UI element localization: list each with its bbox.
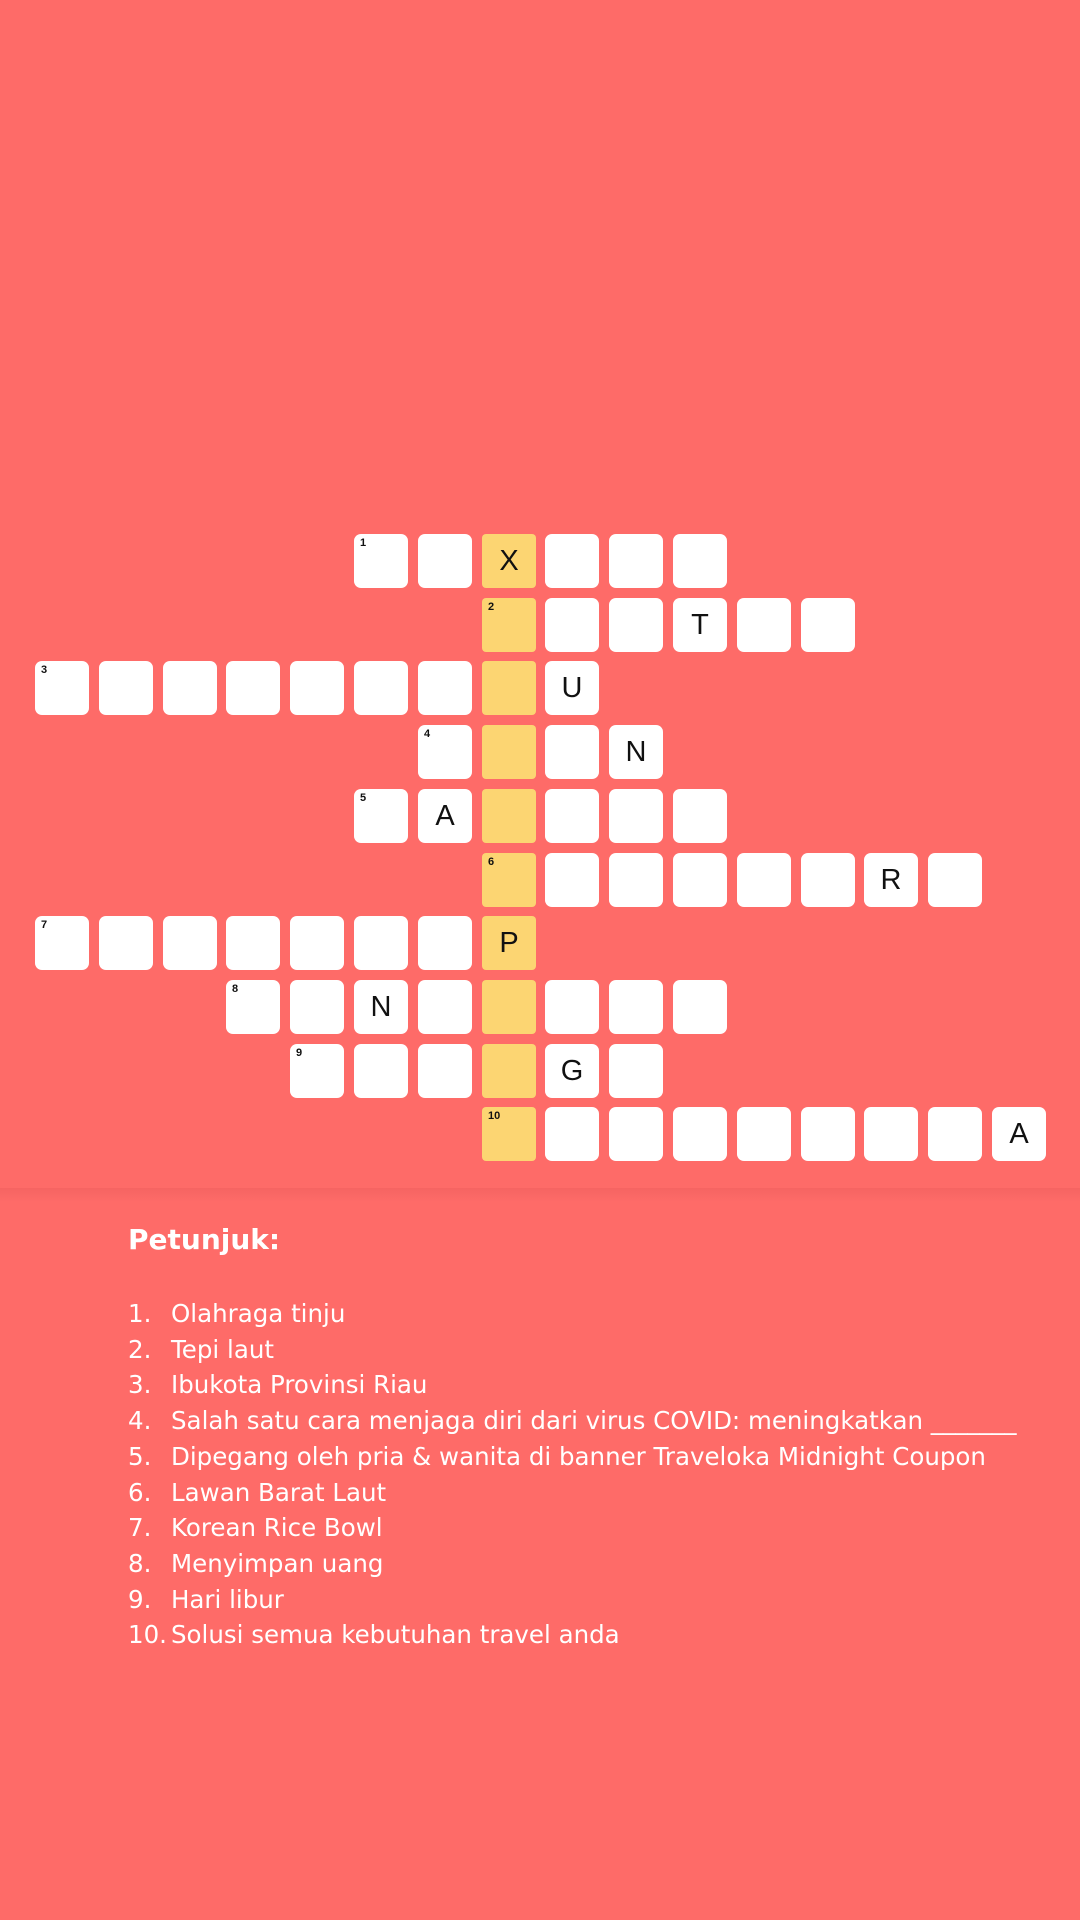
crossword-cell[interactable] (226, 916, 280, 970)
crossword-cell[interactable] (673, 853, 727, 907)
crossword-cell[interactable] (545, 789, 599, 843)
clue-item (128, 1475, 1028, 1511)
crossword-cell[interactable] (928, 853, 982, 907)
clue-number-label: 9 (296, 1047, 303, 1059)
crossword-cell[interactable] (290, 661, 344, 715)
crossword-cell[interactable] (35, 916, 89, 970)
clue-number-label: 10 (488, 1110, 501, 1122)
crossword-cell[interactable] (418, 789, 472, 843)
crossword-cell[interactable] (609, 980, 663, 1034)
crossword-cell[interactable] (737, 598, 791, 652)
crossword-cell[interactable] (354, 980, 408, 1034)
crossword-cell[interactable] (163, 916, 217, 970)
crossword-cell[interactable] (545, 1107, 599, 1161)
clue-number: 1. (128, 1299, 152, 1328)
crossword-cell[interactable] (354, 789, 408, 843)
clue-text: Lawan Barat Laut (171, 1477, 387, 1507)
crossword-cell[interactable] (609, 1044, 663, 1098)
crossword-cell[interactable] (864, 853, 918, 907)
crossword-cell[interactable] (673, 789, 727, 843)
clue-text: Ibukota Provinsi Riau (171, 1370, 428, 1400)
clue-item (128, 1439, 1028, 1475)
clues-title: Petunjuk: (128, 1223, 281, 1256)
clue-number: 6. (128, 1477, 152, 1507)
clue-number-label: 8 (232, 983, 239, 995)
clue-item (128, 1403, 1028, 1439)
clue-text: Dipegang oleh pria & wanita di banner Traveloka Midnight Coupon (171, 1441, 986, 1471)
clue-item (128, 1582, 1028, 1618)
clue-item (128, 1296, 1028, 1332)
crossword-cell[interactable] (418, 534, 472, 588)
key-cell[interactable] (482, 1107, 536, 1161)
clue-number-label: 4 (424, 728, 431, 740)
key-cell[interactable] (482, 916, 536, 970)
crossword-cell[interactable] (545, 1044, 599, 1098)
cell-letter: N (370, 991, 392, 1023)
clue-number-label: 3 (41, 664, 48, 676)
cell-letter: R (880, 864, 902, 896)
clue-item (128, 1367, 1028, 1403)
section-divider (0, 1188, 1080, 1202)
clue-item (128, 1332, 1028, 1368)
cell-letter: X (499, 545, 519, 577)
clue-list (128, 1296, 1028, 1653)
crossword-cell[interactable] (609, 789, 663, 843)
clue-number-label: 5 (360, 792, 367, 804)
clue-number: 2. (128, 1334, 152, 1364)
crossword-cell[interactable] (673, 1107, 727, 1161)
clue-text: Menyimpan uang (171, 1548, 384, 1578)
crossword-cell[interactable] (545, 661, 599, 715)
clue-number-label: 6 (488, 856, 495, 868)
clue-number: 10. (128, 1620, 167, 1650)
clue-text: Hari libur (171, 1584, 284, 1614)
crossword-cell[interactable] (928, 1107, 982, 1161)
crossword-cell[interactable] (354, 916, 408, 970)
clue-number: 5. (128, 1441, 152, 1471)
cell-letter: T (691, 609, 709, 641)
crossword-cell[interactable] (609, 1107, 663, 1161)
crossword-cell[interactable] (737, 853, 791, 907)
key-cell[interactable] (482, 789, 536, 843)
cell-letter: N (625, 736, 647, 768)
crossword-cell[interactable] (354, 1044, 408, 1098)
key-cell[interactable] (482, 853, 536, 907)
crossword-cell[interactable] (737, 1107, 791, 1161)
crossword-cell[interactable] (35, 661, 89, 715)
clue-text: Tepi laut (171, 1334, 274, 1364)
clue-text: Salah satu cara menjaga diri dari virus COVID: meningkatkan _______ (171, 1406, 1017, 1436)
crossword-cell[interactable] (545, 853, 599, 907)
clue-item (128, 1510, 1028, 1546)
crossword-cell[interactable] (545, 980, 599, 1034)
crossword-cell[interactable] (418, 661, 472, 715)
crossword-cell[interactable] (545, 598, 599, 652)
crossword-cell[interactable] (992, 1107, 1046, 1161)
crossword-cell[interactable] (609, 534, 663, 588)
key-cell[interactable] (482, 980, 536, 1034)
clue-item (128, 1546, 1028, 1582)
cell-letter: P (499, 927, 519, 959)
crossword-cell[interactable] (609, 598, 663, 652)
crossword-cell[interactable] (290, 1044, 344, 1098)
crossword-cell[interactable] (673, 598, 727, 652)
crossword-cell[interactable] (801, 598, 855, 652)
cell-letter: U (561, 672, 583, 704)
crossword-cell[interactable] (609, 725, 663, 779)
crossword-cell[interactable] (354, 661, 408, 715)
crossword-cell[interactable] (290, 916, 344, 970)
crossword-cell[interactable] (99, 661, 153, 715)
key-cell[interactable] (482, 725, 536, 779)
clue-item (128, 1617, 1028, 1653)
clue-text: Korean Rice Bowl (171, 1513, 383, 1543)
crossword-cell[interactable] (545, 534, 599, 588)
clue-text: Solusi semua kebutuhan travel anda (171, 1620, 620, 1650)
crossword-cell[interactable] (801, 1107, 855, 1161)
cell-letter: G (560, 1055, 584, 1087)
clue-text: Olahraga tinju (171, 1299, 346, 1328)
crossword-cell[interactable] (226, 980, 280, 1034)
crossword-cell[interactable] (226, 661, 280, 715)
clue-number: 3. (128, 1370, 152, 1400)
crossword-cell[interactable] (418, 980, 472, 1034)
crossword-cell[interactable] (673, 980, 727, 1034)
crossword-cell[interactable] (418, 916, 472, 970)
clue-number: 8. (128, 1548, 152, 1578)
crossword-cell[interactable] (418, 1044, 472, 1098)
crossword-cell[interactable] (290, 980, 344, 1034)
crossword-cell[interactable] (801, 853, 855, 907)
clue-number-label: 7 (41, 919, 48, 931)
crossword-cell[interactable] (609, 853, 663, 907)
clue-number-label: 1 (360, 537, 367, 549)
clue-number: 4. (128, 1406, 152, 1436)
cell-letter: A (435, 800, 455, 832)
key-cell[interactable] (482, 1044, 536, 1098)
cell-letter: A (1009, 1118, 1029, 1150)
clue-number: 7. (128, 1513, 152, 1543)
crossword-cell[interactable] (354, 534, 408, 588)
crossword-cell[interactable] (673, 534, 727, 588)
key-cell[interactable] (482, 661, 536, 715)
clue-number-label: 2 (488, 601, 495, 613)
crossword-cell[interactable] (99, 916, 153, 970)
key-cell[interactable] (482, 534, 536, 588)
crossword-cell[interactable] (418, 725, 472, 779)
crossword-cell[interactable] (545, 725, 599, 779)
crossword-cell[interactable] (163, 661, 217, 715)
key-cell[interactable] (482, 598, 536, 652)
clue-number: 9. (128, 1584, 152, 1614)
crossword-cell[interactable] (864, 1107, 918, 1161)
clues-panel (128, 1218, 1028, 1653)
